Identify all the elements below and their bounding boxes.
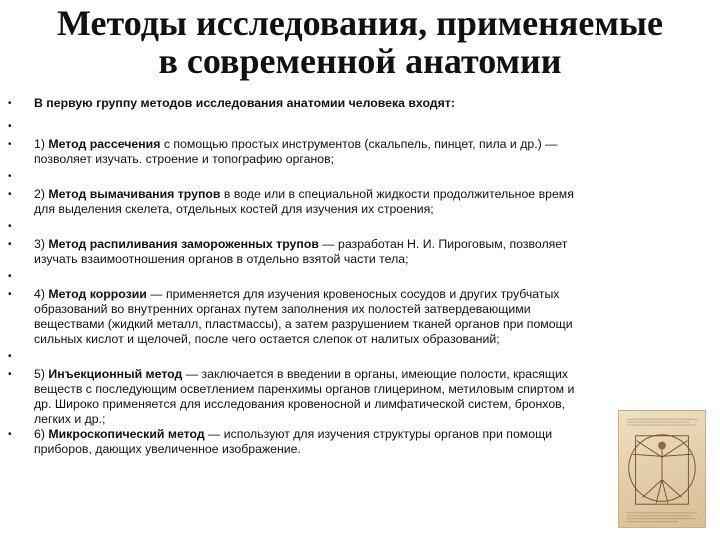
method-number: 6) [34,427,45,441]
method-description: в воде или в специальной жидкости продолжительное время для выделения скелета, отдельных костей для изучения их строения; [34,187,574,216]
method-description: — применяется для изучения кровеносных сосудов и других трубчатых образований во внутренних органах путем заполнения их полостей затвердевающими веществами (жидкий металл, пластмассы), а затем разрушением тканей органов при помощи сильных кислот и щелочей, после чего остается слепок от налитых образований; [34,287,573,346]
slide-title-line-2: в современной анатомии [158,41,562,81]
vitruvian-man-icon [619,411,705,527]
slide-title-line-1: Методы исследования, применяемые [57,3,663,43]
method-number: 3) [34,237,45,251]
list-item-empty [6,219,586,234]
method-name: Метод рассечения [48,137,161,151]
method-description: — разработан Н. И. Пироговым, позволяет изучать взаимоотношения органов в отдельно взятой части тела; [34,237,568,266]
bullet-icon: • [8,239,12,250]
method-name: Метод коррозии [48,287,147,301]
bullet-icon: • [8,289,12,300]
bullet-icon: • [8,171,12,182]
list-item-method-1 [6,137,586,167]
method-number: 2) [34,187,45,201]
list-item-empty [6,169,586,184]
bullet-icon: • [8,351,12,362]
method-number: 5) [34,367,45,381]
method-number: 1) [34,137,45,151]
intro-text: В первую группу методов исследования анатомии человека входят: [34,96,455,110]
bullet-icon: • [8,139,12,150]
slide-title [0,4,720,80]
list-item-method-3 [6,237,586,267]
list-item-empty [6,349,586,364]
bullet-icon: • [8,369,12,380]
method-name: Инъекционный метод [48,367,183,381]
bullet-icon: • [8,98,12,109]
bullet-icon: • [8,121,12,132]
list-item-method-6 [6,427,586,457]
bullet-icon: • [8,429,12,440]
method-number: 4) [34,287,45,301]
method-description: с помощью простых инструментов (скальпель, пинцет, пила и др.) — позволяет изучать. строение и топографию органов; [34,137,558,166]
list-item-method-4 [6,287,586,347]
bullet-icon: • [8,189,12,200]
method-name: Микроскопический метод [48,427,205,441]
list-item-empty [6,269,586,284]
list-item-empty [6,119,586,134]
list-item-method-2 [6,187,586,217]
method-name: Метод распиливания замороженных трупов [48,237,319,251]
methods-list [6,96,586,457]
method-description: — используют для изучения структуры органов при помощи приборов, дающих увеличенное изображение. [34,427,553,456]
vitruvian-man-illustration [618,410,706,528]
bullet-icon: • [8,271,12,282]
list-item-intro [6,96,586,111]
method-description: — заключается в введении в органы, имеющие полости, красящих веществ с последующим осветлением паренхимы органов глицерином, метиловым спиртом и др. Широко применяется для исследования кровеносной и лимфатической систем, бронхов, легких и др.; [34,367,575,426]
bullet-icon: • [8,221,12,232]
list-item-method-5 [6,367,586,427]
method-name: Метод вымачивания трупов [48,187,221,201]
